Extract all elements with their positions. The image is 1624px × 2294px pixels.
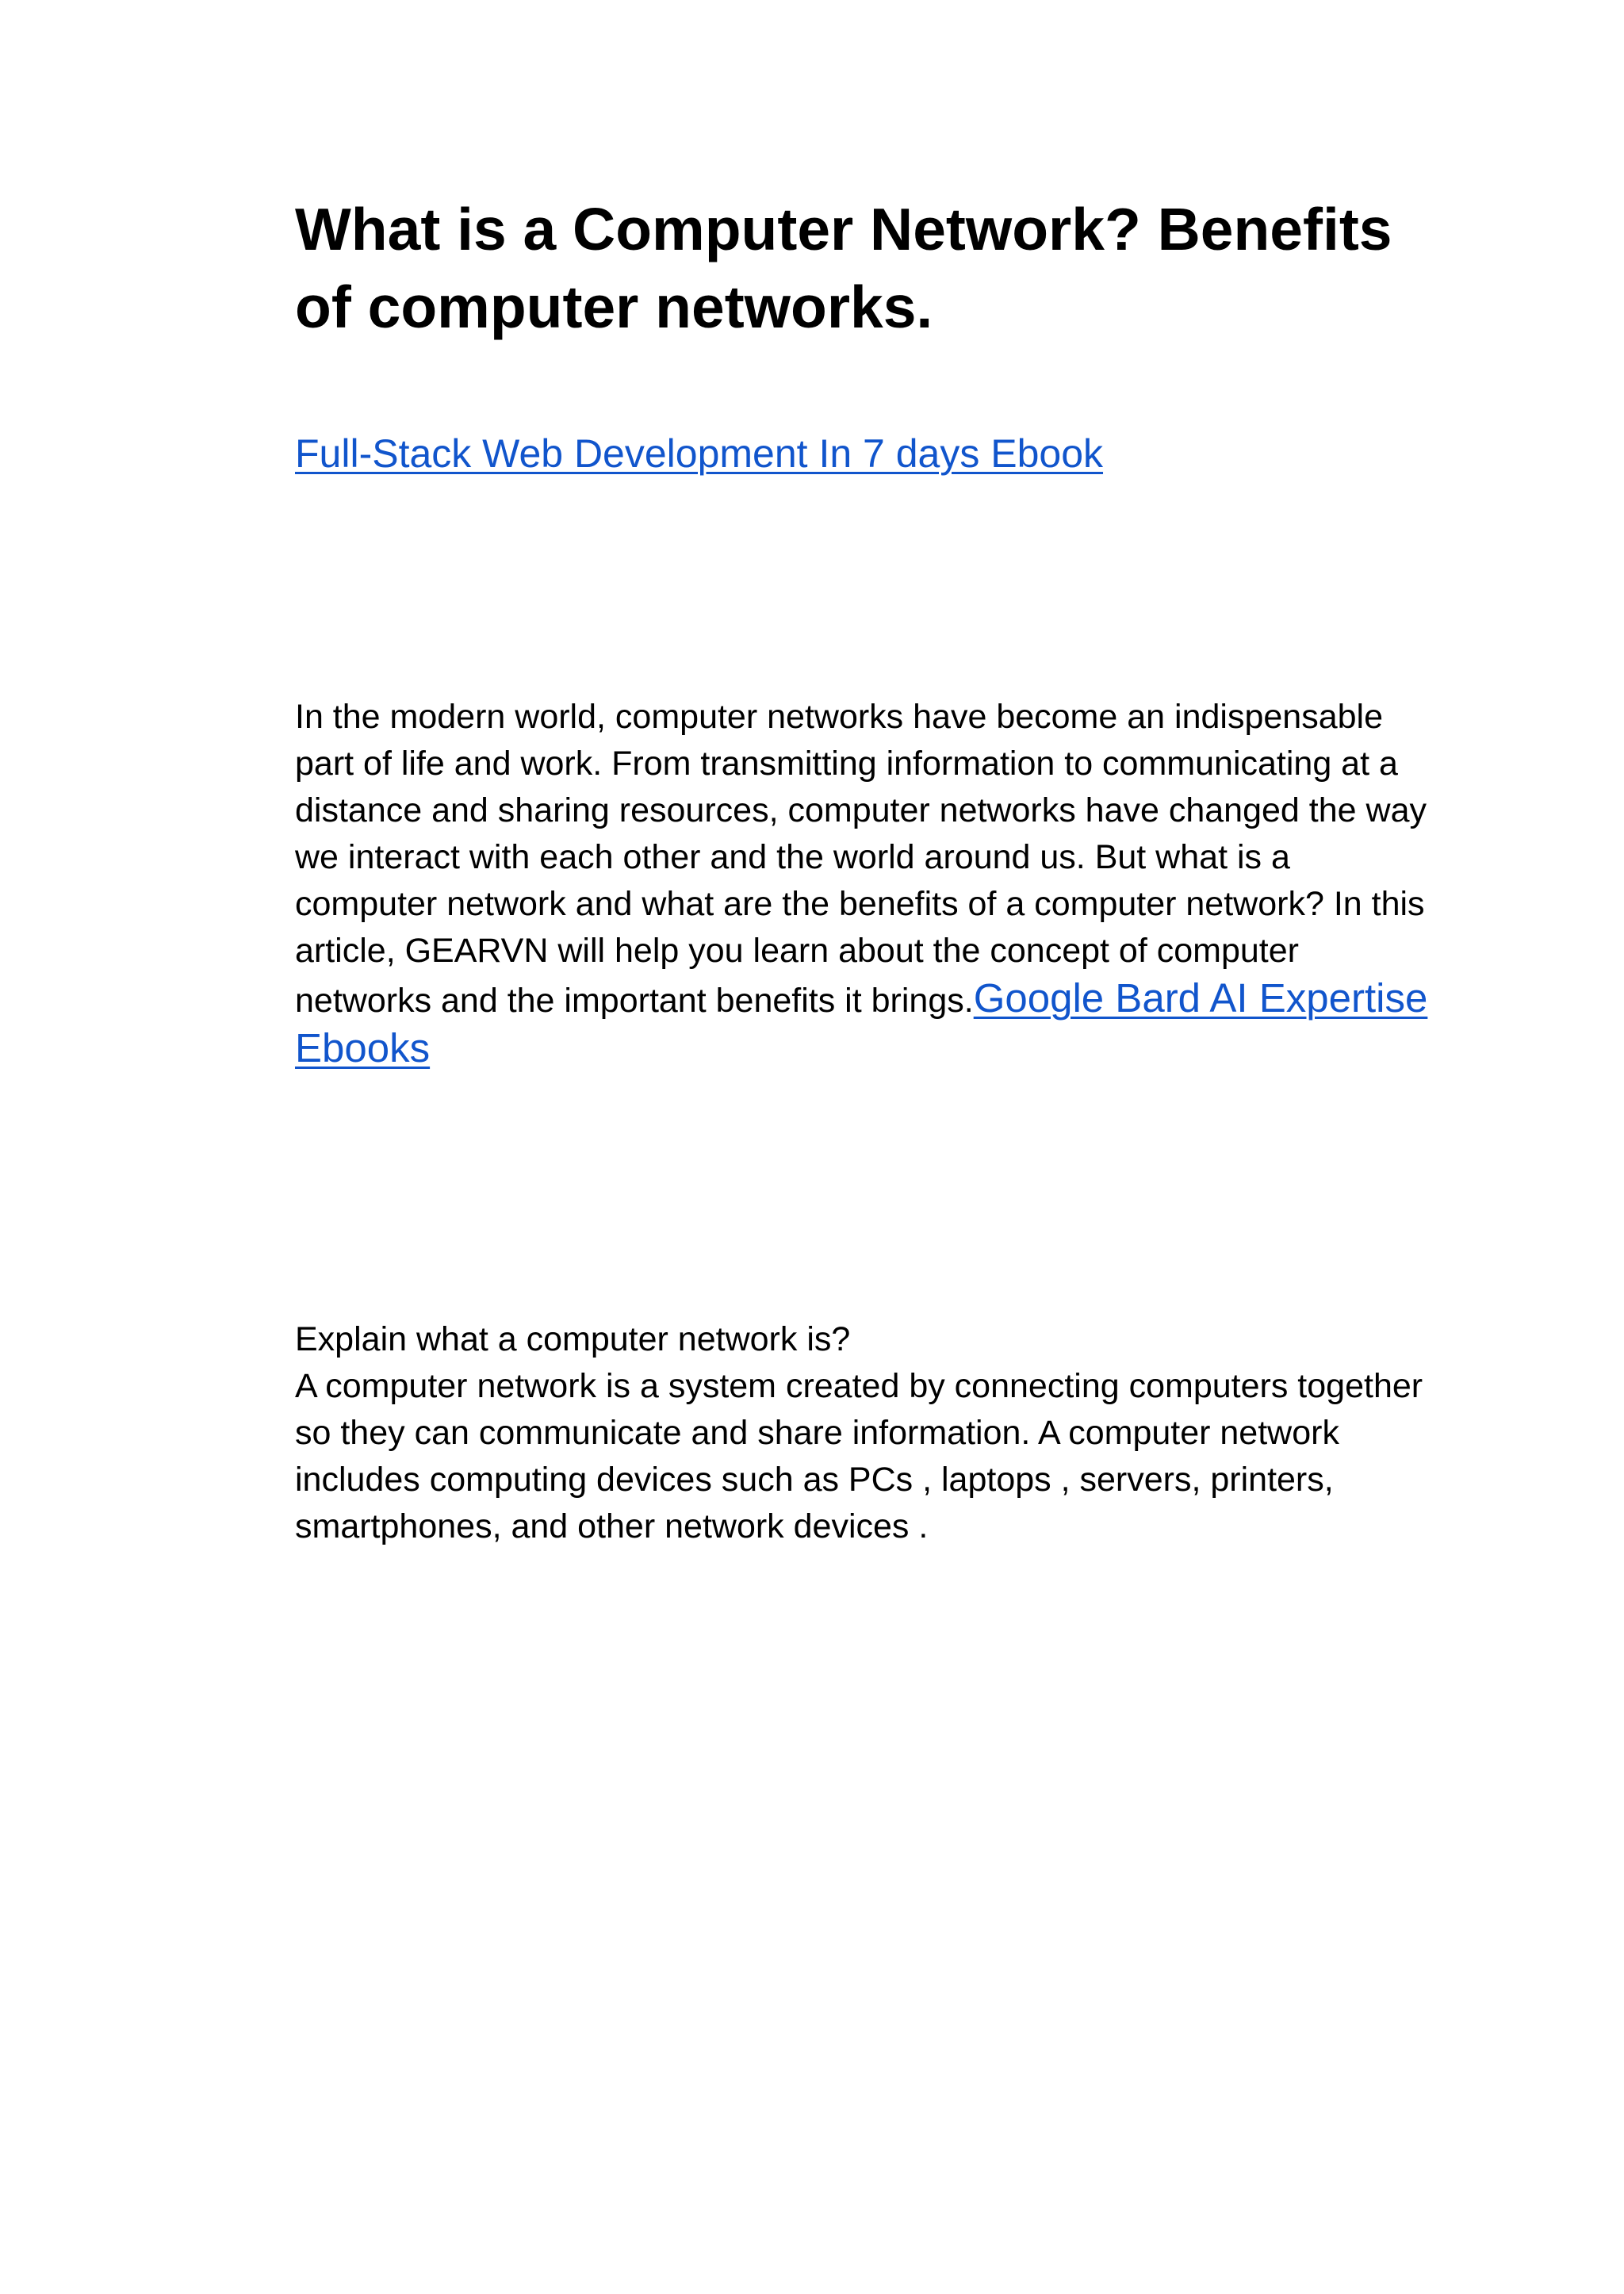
explain-section: [295, 1316, 1437, 1550]
section-answer: A computer network is a system created by connecting computers together so they can communicate and share information. A computer network includes computing devices such as PCs , laptops , servers, printers, smartphones, and other network devices .: [295, 1367, 1423, 1545]
intro-text: In the modern world, computer networks have become an indispensable part of life and work. From transmitting information to communicating at a distance and sharing resources, computer networks have changed the way we interact with each other and the world around us. But what is a computer network and what are the benefits of a computer network? In this article, GEARVN will help you learn about the concept of computer networks and the important benefits it brings.: [295, 698, 1427, 1020]
intro-paragraph: [295, 694, 1437, 1074]
fullstack-ebook-link[interactable]: Full-Stack Web Development In 7 days Ebook: [295, 431, 1104, 476]
google-bard-ebooks-link[interactable]: Google Bard AI Expertise Ebooks: [295, 975, 1428, 1070]
section-question: Explain what a computer network is?: [295, 1320, 851, 1358]
document-title: What is a Computer Network? Benefits of computer networks.: [295, 196, 1392, 340]
